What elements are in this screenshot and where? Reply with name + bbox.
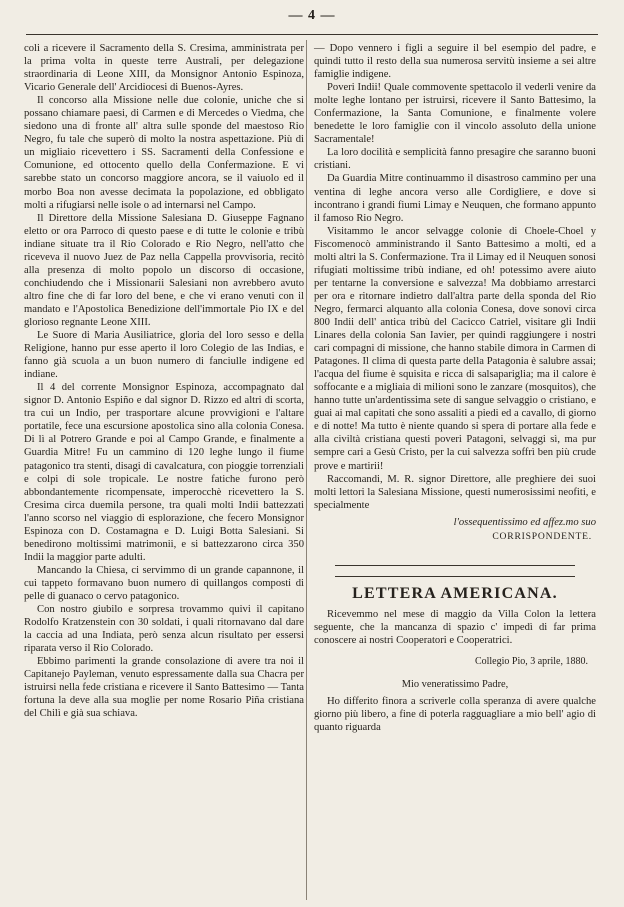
- column-divider: [306, 40, 307, 900]
- paragraph: Il Direttore della Missione Salesiana D. Giuseppe Fagnano eletto or ora Parroco di questo paese e di tutte le colonie e tribù indiane situate tra il Rio Colorado e Rio Negro, nell'atto che riceveva il nuovo Juez de Paz nella Cappella provvisoria, recitò alla presenza di molto popolo un discorso di occasione, conchiudendo che i Missionarii Salesiani non avrebbero avuto altro fine che di far loro del bene, e che vi erano venuti con il mandato e l'Apostolica Benedizione dell'immortale Pio IX e del glorioso regnante Leone XIII.: [24, 212, 304, 328]
- paragraph: Mancando la Chiesa, ci servimmo di un grande capannone, il cui tappeto formavano buon numero di quillangos composti di pelle di guanaco o cervo patagonico.: [24, 564, 304, 602]
- paragraph: Raccomandi, M. R. signor Direttore, alle preghiere dei suoi molti lettori la Salesiana Missione, questi numerosissimi neofiti, e specialmente: [314, 473, 596, 511]
- right-column: [314, 42, 596, 734]
- paragraph: coli a ricevere il Sacramento della S. Cresima, amministrata per la prima volta in queste terre Australi, per delegazione straordinaria di Leone XIII, da Monsignor Antonio Espinoza, Vicario Generale dell' Arcidiocesi di Buenos-Ayres.: [24, 43, 304, 94]
- paragraph: Visitammo le ancor selvagge colonie di Choele-Choel y Fiscomenocò amministrando il Santo Battesimo a molti, ed a molti altri la S. Confermazione. Tra il Limay ed il Neuquen sonosi rifugiati moltissime tribù indiane, ed oh! potessimo avere aiuto per tentarne la conversione e salvezza! Ma dobbiamo arrestarci per ora e ritornare indietro dall'altra parte della sponda del Rio Negro, fermarci alquanto alla colonia Conesa, dove sonovi circa 800 Indii dell' antica tribù del Cacicco Catriel, visitare gli Indii Linares della colonia San Iavier, per quindi raggiungere i nostri cari compagni di missione, che hanno stabile dimora in Carmen di Patagones. Il clima di questa parte della Patagonia è salubre assai; l'acqua del fiume è squisita e ricca di salsapariglia; ma il calore è soffocante e a migliaia di milioni sono le zanzare (mosquitos), che hanno tutte un'ardentissima sete di sangue selvaggio o cristiano, e guai ai mal capitati che sono assaliti a piedi ed a cavallo, di giorno e di notte! Ma tutto è niente quando si spera di portare alla fede e alla civiltà cristiana questi poveri Patagoni, selvaggi sì, ma pur sempre cari a Gesù Cristo, per la cui salvezza soffrì ben più crude prove e martirii!: [314, 225, 596, 472]
- letter-body: Ho differito finora a scriverle colla speranza di avere qualche giorno più libero, a fine di poterla ragguagliare a mio bell' agio di quanto riguarda: [314, 696, 596, 734]
- paragraph: Da Guardia Mitre continuammo il disastroso cammino per una ventina di leghe ancora verso alle Cordigliere, e dove si incontrano i grandi fiumi Limay e Neuquen, che formano appunto il famoso Rio Negro.: [314, 173, 596, 224]
- letter-dateline: Collegio Pio, 3 aprile, 1880.: [474, 655, 588, 667]
- letter-salutation: Mio veneratissimo Padre,: [401, 679, 509, 691]
- paragraph: Ebbimo parimenti la grande consolazione di avere tra noi il Capitanejo Payleman, venuto espressamente dalla sua Chacra per istruirsi nella fede cristiana e ricevere il Santo Battesimo — Tanta fortuna la deve alla sua moglie per nome Rosario Piña cristiana del Chilì e già sua schiava.: [24, 656, 304, 720]
- letter-intro: Ricevemmo nel mese di maggio da Villa Colon la lettera seguente, che la mancanza di spazio c' impedì di far prima conoscere ai nostri Cooperatori e Cooperatrici.: [314, 608, 596, 646]
- paragraph: Poveri Indii! Quale commovente spettacolo il vederli venire da molte leghe lontano per istruirsi, ricevere il Santo Battesimo, la Confermazione, la Santa Comunione, e finalmente volere benedette le loro famiglie con il vincolo assoluto della unione Sacramentale!: [314, 82, 596, 146]
- paragraph: Il concorso alla Missione nelle due colonie, uniche che si possano chiamare paesi, di Carmen e di Mercedes o Viedma, che siedono una di fronte all' altra sulle sponde del maestoso Rio Negro, fu tale che superò di molto la nostra aspettazione. Più di un migliaio ricevettero i SS. Sacramenti della Confessione e Comunione, ed ottocento quello della Confermazione. E vi sarebbe stato un concorso maggiore ancora, se il vaiuolo ed il morbo Boa non avesse decimata la popolazione, ed obbligato molti a rifugiarsi nelle isole o ad internarsi nel Campo.: [24, 95, 304, 211]
- left-column: [24, 42, 304, 720]
- paragraph: Il 4 del corrente Monsignor Espinoza, accompagnato dal signor D. Antonio Espiño e dal signor D. Rizzo ed altri di scorta, tra cui un Indio, per trasportare alcune provvigioni e l'altare portatile, fece una escursione apostolica sino alla colonia Conesa. Di lì al Potrero Grande e poi al Campo Grande, e finalmente a Guardia Mitre! Fu un cammino di 120 leghe lungo il fiume patagonico tra stenti, disagi di cavalcatura, con pioggie torrenziali e colpi di sole tropicale. Le nostre fatiche furono però abbondantemente ricompensate, imperocchè ricevettero la S. Cresima circa duemila persone, tra quali molti Indii battezzati l'anno scorso nel viaggio di esplorazione, che fecero Monsignor Espinoza con D. Costamagna e D. Luigi Botta Salesiani. Si benedirono moltissimi matrimonii, e si battezzarono circa 350 Indii la maggior parte adulti.: [24, 382, 304, 563]
- paragraph: Con nostro giubilo e sorpresa trovammo quivi il capitano Rodolfo Kratzenstein con 30 soldati, i quali ritornavano dal dare la caccia ad una Indiata, però senza alcun risultato per essersi riparata verso il Rio Colorado.: [24, 604, 304, 655]
- page-number: — 4 —: [288, 8, 336, 23]
- section-rule-lower: [335, 576, 575, 577]
- letter-heading: LETTERA AMERICANA.: [352, 584, 558, 602]
- signature-closing: l'ossequentissimo ed affez.mo suo: [453, 516, 596, 528]
- section-rule: [335, 565, 575, 566]
- paragraph: Le Suore di Maria Ausiliatrice, gloria del loro sesso e della Religione, hanno pur esse aperto il loro Colegio de las Indias, e fanno già scuola a un buon numero di fanciulle indigene ed indiane.: [24, 330, 304, 381]
- paragraph: La loro docilità e semplicità fanno presagire che saranno buoni cristiani.: [314, 147, 596, 172]
- signature-name: CORRISPONDENTE.: [492, 530, 592, 542]
- paragraph: — Dopo vennero i figli a seguire il bel esempio del padre, e quindi tutto il resto della sua numerosa servitù insieme a sei altre famiglie indigene.: [314, 43, 596, 81]
- header-rule: [26, 34, 598, 35]
